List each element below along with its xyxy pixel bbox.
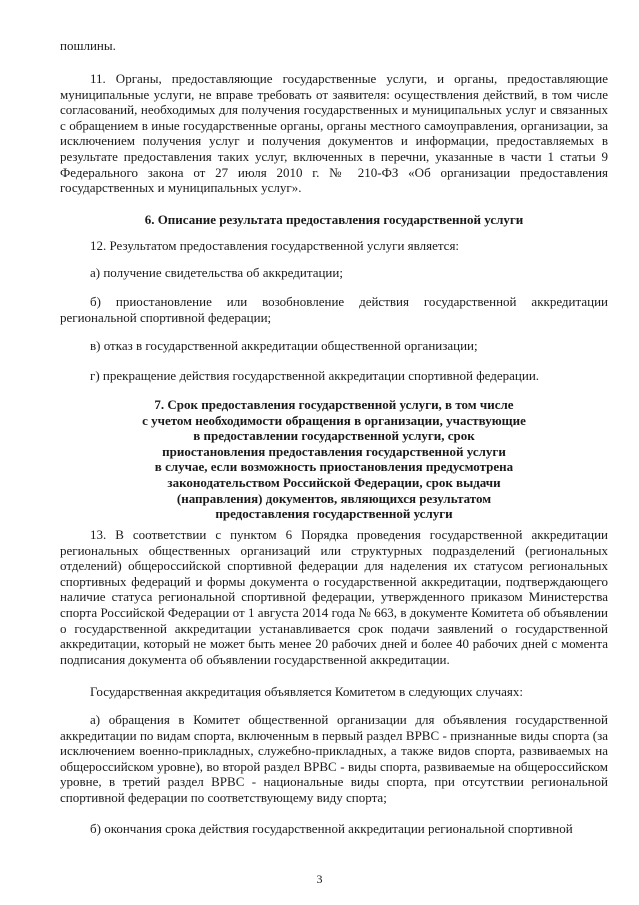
- paragraph-case-a: а) обращения в Комитет общественной организации для объявления государственной аккредитации по видам спорта, включенным в первый раздел ВРВС - признанные виды спорта (за исключением военно-прикладных, служебно-прикладных, а также видов спорта, развиваемых на общероссийском уровне), во второй раздел ВРВС - виды спорта, развиваемые на общероссийском уровне, в третий раздел ВРВС - национальные виды спорта, при отсутствии региональной спортивной федерации по соответствующему виду спорта;: [60, 712, 608, 805]
- section-7-heading-line: в предоставлении государственной услуги, срок: [193, 428, 475, 444]
- carryover-text: пошлины.: [60, 38, 116, 53]
- section-7-heading: [60, 397, 608, 522]
- paragraph-12-b: б) приостановление или возобновление действия государственной аккредитации региональной спортивной федерации;: [60, 294, 608, 325]
- section-7-heading-line: предоставления государственной услуги: [215, 506, 453, 522]
- section-6-heading: 6. Описание результата предоставления государственной услуги: [144, 212, 524, 227]
- paragraph-case-b: б) окончания срока действия государственной аккредитации региональной спортивной: [90, 821, 573, 836]
- section-7-heading-line: (направления) документов, являющихся результатом: [176, 490, 492, 506]
- section-7-heading-line: приостановления предоставления государственной услуги: [162, 443, 506, 459]
- paragraph-12-d: г) прекращение действия государственной аккредитации спортивной федерации.: [90, 368, 540, 383]
- paragraph-13: 13. В соответствии с пунктом 6 Порядка проведения государственной аккредитации региональных общественных организаций или структурных подразделений (региональных отделений) общероссийской спортивной федерации для наделения их статусом региональных спортивных федераций и формы документа о государственной аккредитации, подтверждающего наличие статуса региональной спортивной федерации, утвержденного приказом Министерства спорта Российской Федерации от 1 августа 2014 года № 663, в документе Комитета об объявлении о государственной аккредитации устанавливается срок подачи заявлений о государственной аккредитации, который не может быть менее 20 рабочих дней и более 40 рабочих дней с момента подписания документа об объявлении государственной аккредитации.: [60, 527, 608, 667]
- paragraph-announcement: Государственная аккредитация объявляется Комитетом в следующих случаях:: [90, 684, 524, 699]
- section-7-heading-line: 7. Срок предоставления государственной услуги, в том числе: [154, 397, 514, 412]
- section-7-heading-line: с учетом необходимости обращения в организации, участвующие: [142, 412, 526, 428]
- paragraph-12-a: а) получение свидетельства об аккредитации;: [90, 265, 343, 280]
- page-number: 3: [316, 872, 323, 886]
- paragraph-12-c: в) отказ в государственной аккредитации общественной организации;: [90, 338, 478, 353]
- paragraph-12: 12. Результатом предоставления государственной услуги является:: [90, 238, 460, 253]
- section-7-heading-line: в случае, если возможность приостановления предусмотрена: [154, 459, 514, 475]
- paragraph-11: 11. Органы, предоставляющие государственные услуги, и органы, предоставляющие муниципальные услуги, не вправе требовать от заявителя: осуществления действий, в том числе согласований, необходимых для получения государственных и муниципальных услуг и связанных с обращением в иные государственные органы, органы местного самоуправления, организации, за исключением получения услуг и получения документов и информации, предоставляемых в результате предоставления таких услуг, включенных в перечни, указанные в части 1 статьи 9 Федерального закона от 27 июля 2010 г. № 210-ФЗ «Об организации предоставления государственных и муниципальных услуг».: [60, 71, 608, 196]
- section-7-heading-line: законодательством Российской Федерации, срок выдачи: [167, 474, 501, 490]
